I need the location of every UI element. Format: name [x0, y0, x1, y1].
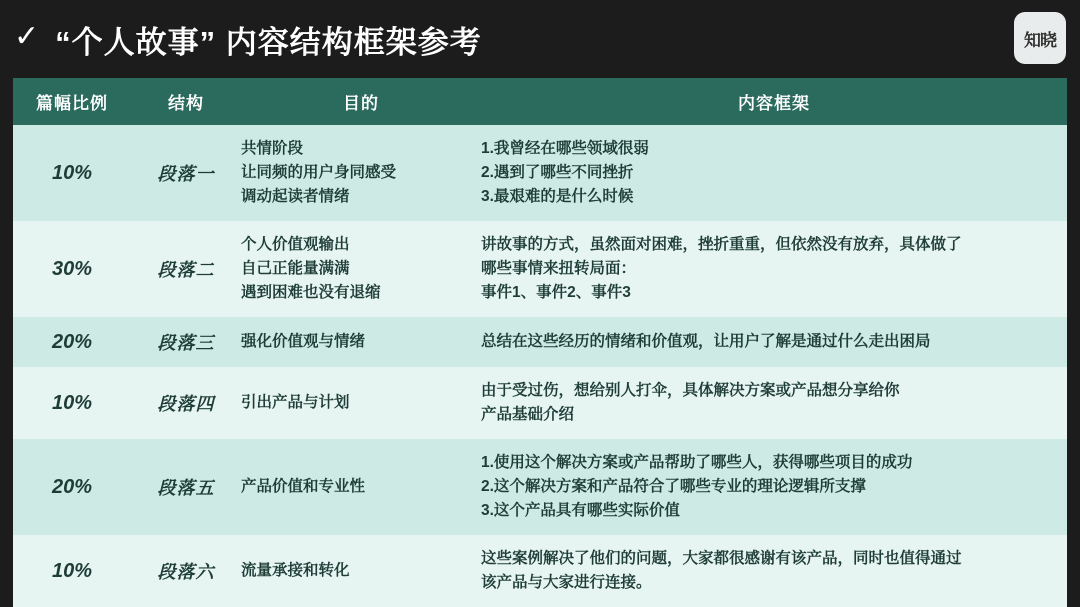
table-header [13, 78, 1067, 125]
framework-line: 事件1、事件2、事件3 [481, 284, 631, 302]
purpose-line: 调动起读者情绪 [241, 188, 350, 206]
framework-line: 讲故事的方式，虽然面对困难，挫折重重，但依然没有放弃，具体做了 [481, 236, 962, 254]
purpose-line: 引出产品与计划 [241, 394, 350, 412]
framework-line: 由于受过伤，想给别人打伞，具体解决方案或产品想分享给你 [481, 382, 900, 400]
cell-structure: 段落六 [131, 535, 241, 607]
column-header-purpose: 目的 [241, 78, 481, 125]
cell-framework [481, 535, 1067, 607]
purpose-line: 产品价值和专业性 [241, 478, 366, 496]
cell-purpose [241, 439, 481, 535]
column-header-ratio: 篇幅比例 [13, 78, 131, 125]
cell-ratio: 10% [13, 367, 131, 439]
cell-ratio: 10% [13, 535, 131, 607]
cell-framework [481, 221, 1067, 317]
cell-structure: 段落四 [131, 367, 241, 439]
table-row [13, 221, 1067, 317]
slide-header [0, 0, 1080, 78]
purpose-line: 共情阶段 [241, 140, 304, 157]
table-body [13, 125, 1067, 607]
purpose-line: 强化价值观与情绪 [241, 333, 366, 351]
table-row [13, 125, 1067, 221]
cell-ratio: 10% [13, 125, 131, 221]
framework-line: 该产品与大家进行连接。 [481, 574, 652, 592]
table-row [13, 535, 1067, 607]
purpose-line: 流量承接和转化 [241, 562, 350, 580]
cell-purpose [241, 221, 481, 317]
purpose-line: 遇到困难也没有退缩 [241, 284, 381, 302]
check-icon: ✓ [14, 20, 40, 53]
cell-structure: 段落三 [131, 317, 241, 367]
framework-line: 3.最艰难的是什么时候 [481, 188, 634, 206]
content-structure-table [13, 78, 1067, 607]
framework-line: 3.这个产品具有哪些实际价值 [481, 502, 680, 520]
purpose-line: 让同频的用户身同感受 [241, 164, 397, 182]
cell-purpose [241, 125, 481, 221]
framework-line: 1.我曾经在哪些领域很弱 [481, 140, 649, 157]
framework-line: 1.使用这个解决方案或产品帮助了哪些人，获得哪些项目的成功 [481, 454, 913, 472]
cell-framework [481, 439, 1067, 535]
cell-purpose [241, 535, 481, 607]
purpose-line: 个人价值观输出 [241, 236, 350, 254]
column-header-structure: 结构 [131, 78, 241, 125]
cell-ratio: 30% [13, 221, 131, 317]
framework-line: 2.这个解决方案和产品符合了哪些专业的理论逻辑所支撑 [481, 478, 866, 496]
cell-framework [481, 125, 1067, 221]
cell-structure: 段落五 [131, 439, 241, 535]
framework-line: 总结在这些经历的情绪和价值观，让用户了解是通过什么走出困局 [481, 333, 931, 351]
brand-logo-text: 知晓 [1024, 30, 1056, 50]
cell-framework [481, 317, 1067, 367]
column-header-framework: 内容框架 [481, 78, 1067, 125]
cell-purpose [241, 367, 481, 439]
purpose-line: 自己正能量满满 [241, 260, 350, 278]
table-header-row [13, 78, 1067, 125]
cell-framework [481, 367, 1067, 439]
brand-logo [1014, 12, 1066, 64]
table-row [13, 439, 1067, 535]
cell-ratio: 20% [13, 439, 131, 535]
framework-line: 产品基础介绍 [481, 406, 575, 424]
table-row [13, 367, 1067, 439]
cell-structure: 段落一 [131, 125, 241, 221]
cell-ratio: 20% [13, 317, 131, 367]
cell-structure: 段落二 [131, 221, 241, 317]
page-title: “个人故事” 内容结构框架参考 [55, 24, 482, 60]
cell-purpose [241, 317, 481, 367]
table-row [13, 317, 1067, 367]
framework-line: 这些案例解决了他们的问题，大家都很感谢有该产品，同时也值得通过 [481, 550, 962, 568]
framework-line: 哪些事情来扭转局面： [481, 260, 637, 278]
framework-line: 2.遇到了哪些不同挫折 [481, 164, 634, 182]
